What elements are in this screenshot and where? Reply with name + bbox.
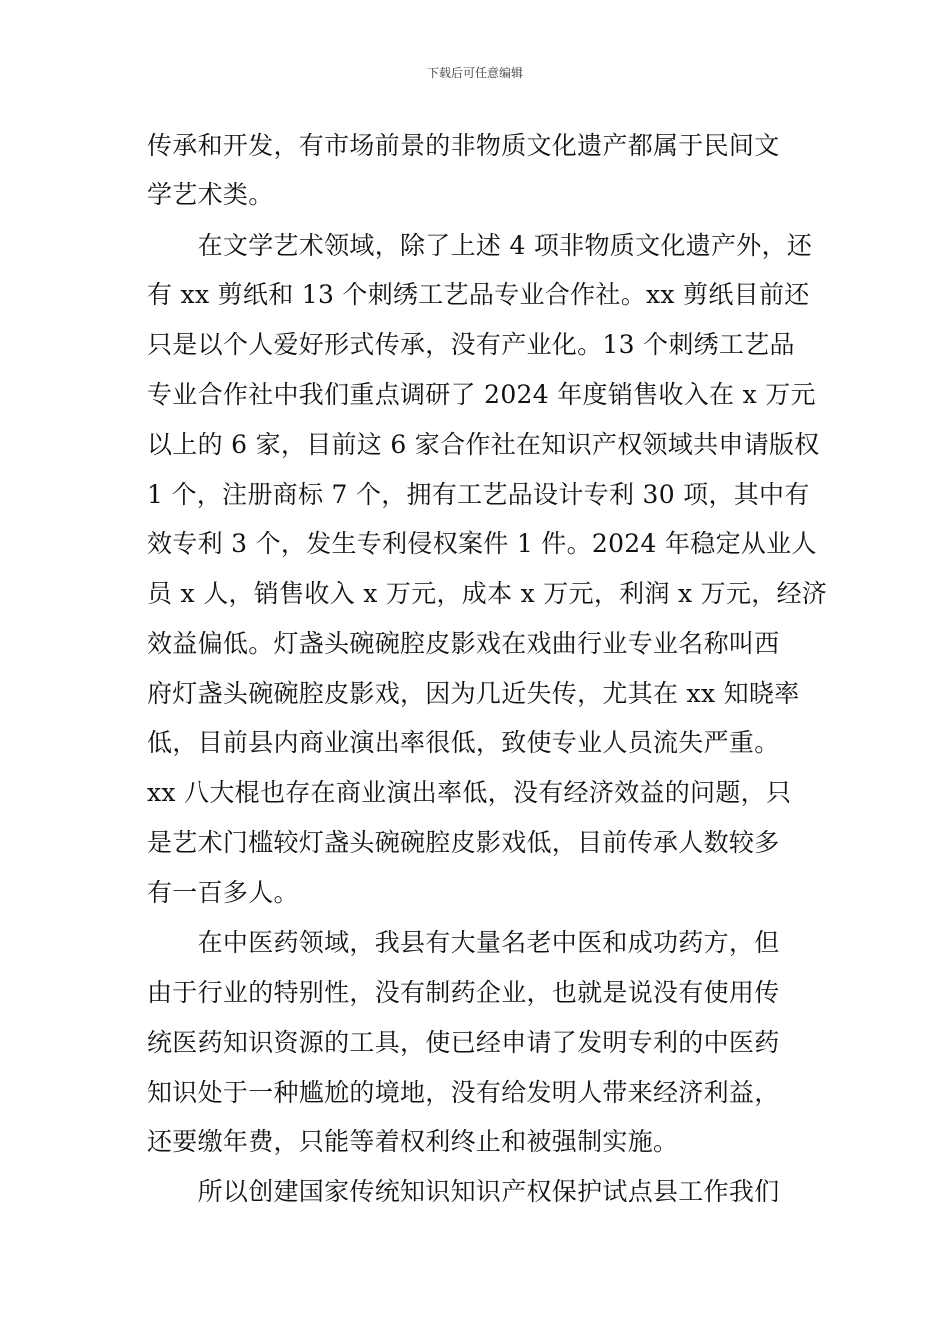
text-line: 由于行业的特别性，没有制药企业，也就是说没有使用传 [147, 978, 780, 1007]
text-line: 以上的 6 家，目前这 6 家合作社在知识产权领域共申请版权 [147, 430, 820, 459]
text-line: 效益偏低。灯盏头碗碗腔皮影戏在戏曲行业专业名称叫西 [147, 629, 780, 658]
text-line: 统医药知识资源的工具，使已经申请了发明专利的中医药 [147, 1028, 780, 1057]
text-line: 府灯盏头碗碗腔皮影戏，因为几近失传，尤其在 xx 知晓率 [147, 679, 800, 708]
text-line: 1 个，注册商标 7 个，拥有工艺品设计专利 30 项，其中有 [147, 480, 810, 509]
text-line: 效专利 3 个，发生专利侵权案件 1 件。2024 年稳定从业人 [147, 529, 817, 558]
text-line: 传承和开发，有市场前景的非物质文化遗产都属于民间文 [147, 131, 780, 160]
text-line: 在文学艺术领域，除了上述 4 项非物质文化遗产外，还 [147, 231, 813, 260]
text-line: xx 八大棍也存在商业演出率低，没有经济效益的问题，只 [147, 778, 792, 807]
text-line: 员 x 人，销售收入 x 万元，成本 x 万元，利润 x 万元，经济 [147, 579, 828, 608]
text-line: 所以创建国家传统知识知识产权保护试点县工作我们 [147, 1177, 780, 1206]
text-line: 在中医药领域，我县有大量名老中医和成功药方，但 [147, 928, 780, 957]
text-line: 只是以个人爱好形式传承，没有产业化。13 个刺绣工艺品 [147, 330, 795, 359]
text-line: 是艺术门槛较灯盏头碗碗腔皮影戏低，目前传承人数较多 [147, 828, 780, 857]
text-line: 有一百多人。 [147, 878, 299, 907]
text-line: 低，目前县内商业演出率很低，致使专业人员流失严重。 [147, 728, 780, 757]
text-line: 还要缴年费，只能等着权利终止和被强制实施。 [147, 1127, 679, 1156]
text-line: 知识处于一种尴尬的境地，没有给发明人带来经济利益， [147, 1078, 780, 1107]
page-header: 下载后可任意编辑 [426, 66, 523, 80]
text-line: 有 xx 剪纸和 13 个刺绣工艺品专业合作社。xx 剪纸目前还 [147, 280, 810, 309]
text-line: 学艺术类。 [147, 180, 274, 209]
text-line: 专业合作社中我们重点调研了 2024 年度销售收入在 x 万元 [147, 380, 816, 409]
